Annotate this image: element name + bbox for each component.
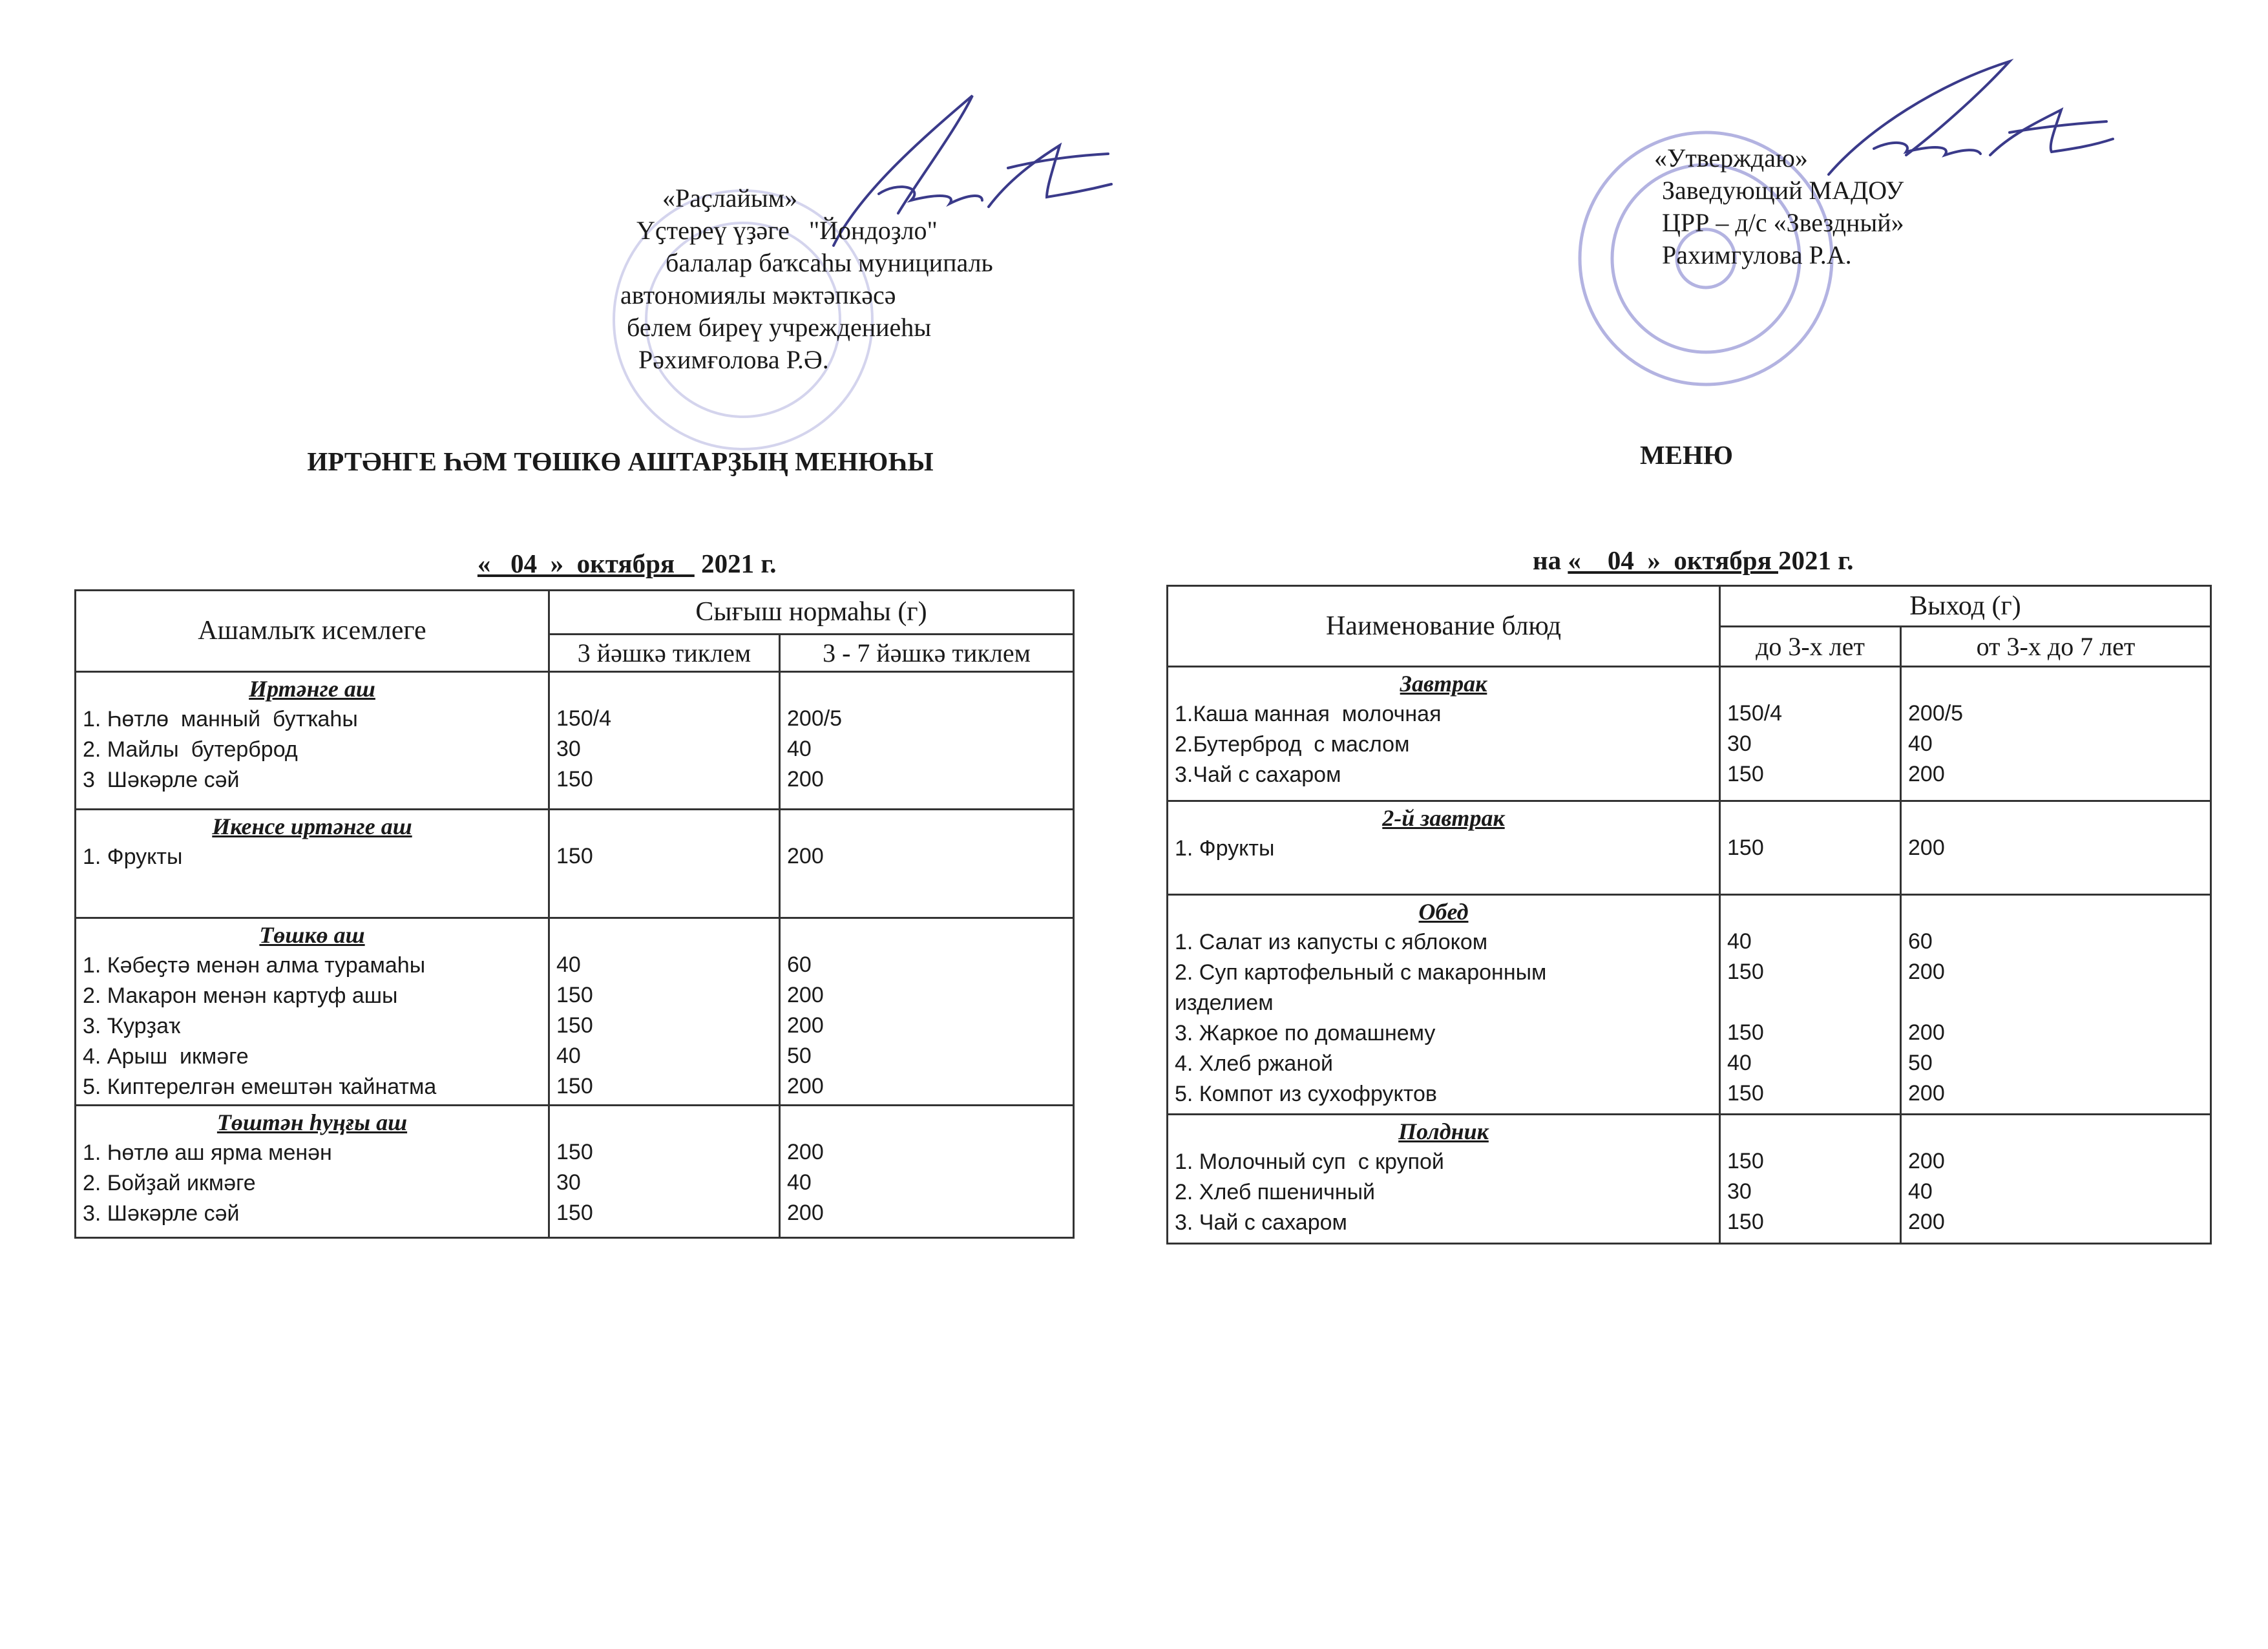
qty-value: 50 — [1908, 1051, 1933, 1075]
right-meal-name: 2-й завтрак — [1382, 805, 1505, 831]
qty-value: 200/5 — [1908, 701, 1964, 726]
left-meal-name: Икенсе иртәнге аш — [212, 814, 412, 839]
qty-value: 150 — [556, 1201, 593, 1225]
qty-value: 200 — [1908, 1081, 1945, 1106]
right-second-breakfast-old — [1901, 801, 2211, 895]
qty-value: 60 — [1908, 929, 1933, 954]
right-header-dish-names: Наименование блюд — [1168, 586, 1720, 667]
right-approval-line: «Утверждаю» — [1654, 143, 1808, 173]
left-date-day-month: « 04 » октября — [477, 549, 695, 578]
right-section-lunch — [1168, 895, 2211, 1115]
right-dish: 1. Салат из капусты с яблоком — [1175, 930, 1488, 954]
qty-value: 200 — [1908, 1020, 1945, 1045]
qty-value: 50 — [787, 1044, 812, 1068]
qty-value: 200 — [787, 1074, 824, 1098]
left-approval-line: балалар баҡсаһы муниципаль — [666, 248, 993, 277]
left-second-breakfast-old — [780, 810, 1074, 918]
left-menu-table — [74, 589, 1075, 1239]
left-approval-line: «Раҫлайым» — [662, 184, 798, 213]
left-dish: 3 Шәкәрле сәй — [83, 768, 240, 792]
left-approval-line: Рәхимғолова Р.Ә. — [638, 345, 829, 374]
left-dish: 3. Шәкәрле сәй — [83, 1201, 240, 1226]
right-lunch-dishes — [1168, 895, 1720, 1115]
right-dish: 1. Фрукты — [1175, 836, 1275, 861]
right-dish: 3.Чай с сахаром — [1175, 762, 1341, 787]
right-dish: 1. Молочный суп с крупой — [1175, 1150, 1444, 1174]
left-header-output: Сығыш нормаһы (г) — [549, 591, 1074, 635]
left-afternoon-old — [780, 1106, 1074, 1238]
right-menu-table — [1166, 585, 2212, 1245]
right-dish: 2. Хлеб пшеничный — [1175, 1180, 1376, 1204]
right-breakfast-young — [1720, 667, 1901, 801]
qty-value: 150 — [1727, 1020, 1764, 1045]
qty-value: 150 — [1727, 762, 1764, 786]
qty-value: 30 — [1727, 1179, 1752, 1204]
left-breakfast-young — [549, 672, 780, 810]
qty-value: 150/4 — [556, 706, 612, 731]
right-menu-title: МЕНЮ — [1639, 440, 1734, 470]
left-date-year: 2021 г. — [701, 549, 777, 578]
qty-value: 40 — [1727, 1051, 1752, 1075]
qty-value: 150 — [556, 1013, 593, 1038]
left-menu-title: ИРТӘНГЕ ҺӘМ ТӨШКӨ АШТАРҘЫҢ МЕНЮҺЫ — [307, 446, 934, 476]
left-menu-date — [278, 517, 963, 579]
qty-value: 150 — [556, 767, 593, 792]
left-section-lunch — [76, 918, 1074, 1106]
qty-value: 200 — [1908, 762, 1945, 786]
qty-value: 60 — [787, 952, 812, 977]
left-afternoon-young — [549, 1106, 780, 1238]
qty-value: 200 — [787, 844, 824, 868]
qty-value: 200 — [787, 1013, 824, 1038]
right-dish: 3. Жаркое по домашнему — [1175, 1021, 1436, 1045]
right-meal-name: Полдник — [1398, 1119, 1489, 1144]
qty-value — [1908, 987, 2203, 1018]
qty-value: 150 — [1727, 835, 1764, 860]
qty-value: 40 — [556, 952, 581, 977]
right-breakfast-dishes — [1168, 667, 1720, 801]
right-approval-line: ЦРР – д/с «Звездный» — [1662, 208, 1904, 237]
qty-value: 30 — [556, 737, 581, 761]
right-menu-date — [1357, 514, 2016, 576]
left-dish: 2. Майлы бутерброд — [83, 737, 298, 762]
right-date-prefix: на — [1532, 545, 1568, 575]
right-dish: 3. Чай с сахаром — [1175, 1210, 1347, 1235]
left-breakfast-old — [780, 672, 1074, 810]
right-afternoon-old — [1901, 1115, 2211, 1244]
right-header-3-to-7: от 3-х до 7 лет — [1901, 627, 2211, 667]
left-header-dish-names: Ашамлыҡ исемлеге — [76, 591, 549, 672]
left-dish: 2. Макарон менән картуф ашы — [83, 983, 398, 1008]
right-afternoon-young — [1720, 1115, 1901, 1244]
right-header-under-3: до 3-х лет — [1720, 627, 1901, 667]
qty-value: 150 — [556, 1074, 593, 1098]
right-section-second-breakfast — [1168, 801, 2211, 895]
left-section-second-breakfast — [76, 810, 1074, 918]
right-dish: 4. Хлеб ржаной — [1175, 1051, 1334, 1076]
left-lunch-dishes — [76, 918, 549, 1106]
right-header-output: Выход (г) — [1720, 586, 2211, 627]
qty-value: 200 — [1908, 835, 1945, 860]
qty-value: 150 — [1727, 1081, 1764, 1106]
right-dish: 2.Бутерброд с маслом — [1175, 732, 1410, 757]
qty-value: 40 — [787, 737, 812, 761]
left-afternoon-dishes — [76, 1106, 549, 1238]
left-approval-line: белем биреү учреждениеһы — [627, 313, 932, 342]
left-lunch-young — [549, 918, 780, 1106]
right-lunch-old — [1901, 895, 2211, 1115]
left-meal-name: Иртәнге аш — [249, 676, 375, 702]
left-lunch-old — [780, 918, 1074, 1106]
left-second-breakfast-dishes — [76, 810, 549, 918]
right-date-year: 2021 г. — [1778, 545, 1854, 575]
qty-value: 200 — [1908, 960, 1945, 984]
left-meal-name: Төшкө аш — [259, 922, 365, 948]
right-dish: 2. Суп картофельный с макаронным — [1175, 960, 1547, 985]
left-second-breakfast-young — [549, 810, 780, 918]
qty-value: 40 — [1727, 929, 1752, 954]
qty-value: 40 — [1908, 731, 1933, 756]
right-breakfast-old — [1901, 667, 2211, 801]
right-meal-name: Завтрак — [1400, 671, 1487, 697]
left-header-3-to-7: 3 - 7 йәшкә тиклем — [780, 635, 1074, 672]
qty-value: 30 — [1727, 731, 1752, 756]
qty-value: 40 — [556, 1044, 581, 1068]
right-dish: изделием — [1175, 991, 1274, 1015]
right-dish: 1.Каша манная молочная — [1175, 702, 1442, 726]
qty-value — [1727, 987, 1893, 1018]
left-approval-line: Үҫтереү үҙәге "Йондоҙло" — [636, 216, 938, 245]
qty-value: 200 — [787, 767, 824, 792]
left-section-afternoon-snack — [76, 1106, 1074, 1238]
left-dish: 1. Фрукты — [83, 845, 183, 869]
right-section-breakfast — [1168, 667, 2211, 801]
qty-value: 150/4 — [1727, 701, 1783, 726]
left-breakfast-dishes — [76, 672, 549, 810]
qty-value: 200 — [787, 983, 824, 1007]
left-dish: 3. Ҡурҙаҡ — [83, 1014, 181, 1038]
left-dish: 4. Арыш икмәге — [83, 1044, 249, 1069]
qty-value: 200/5 — [787, 706, 843, 731]
left-section-breakfast — [76, 672, 1074, 810]
qty-value: 150 — [1727, 960, 1764, 984]
left-dish: 2. Бойҙай икмәге — [83, 1171, 256, 1195]
qty-value: 150 — [1727, 1149, 1764, 1173]
qty-value: 150 — [556, 1140, 593, 1164]
qty-value: 30 — [556, 1170, 581, 1195]
left-approval-line: автономиялы мәктәпкәсә — [620, 280, 896, 310]
qty-value: 200 — [787, 1201, 824, 1225]
qty-value: 150 — [1727, 1210, 1764, 1234]
right-approval-block — [1654, 142, 2042, 271]
left-dish: 5. Киптерелгән емештән ҡайнатма — [83, 1075, 437, 1099]
right-dish: 5. Компот из сухофруктов — [1175, 1082, 1437, 1106]
left-header-under-3: 3 йәшкә тиклем — [549, 635, 780, 672]
right-meal-name: Обед — [1418, 899, 1469, 925]
qty-value: 40 — [787, 1170, 812, 1195]
qty-value: 200 — [1908, 1210, 1945, 1234]
left-dish: 1. Һөтлө манный бутҡаһы — [83, 707, 358, 731]
right-approval-line: Рахимгулова Р.А. — [1662, 240, 1852, 269]
qty-value: 150 — [556, 983, 593, 1007]
qty-value: 200 — [1908, 1149, 1945, 1173]
right-approval-line: Заведующий МАДОУ — [1662, 176, 1904, 205]
left-dish: 1. Кәбеҫтә менән алма турамаһы — [83, 953, 426, 978]
qty-value: 150 — [556, 844, 593, 868]
right-second-breakfast-young — [1720, 801, 1901, 895]
right-date-day-month: « 04 » октября — [1568, 545, 1778, 575]
right-afternoon-dishes — [1168, 1115, 1720, 1244]
left-dish: 1. Һөтлө аш ярма менән — [83, 1140, 332, 1165]
qty-value: 200 — [787, 1140, 824, 1164]
right-second-breakfast-dishes — [1168, 801, 1720, 895]
right-lunch-young — [1720, 895, 1901, 1115]
right-section-afternoon-snack — [1168, 1115, 2211, 1244]
qty-value: 40 — [1908, 1179, 1933, 1204]
left-meal-name: Төштән һуңғы аш — [216, 1109, 408, 1135]
left-approval-block — [620, 182, 1150, 376]
